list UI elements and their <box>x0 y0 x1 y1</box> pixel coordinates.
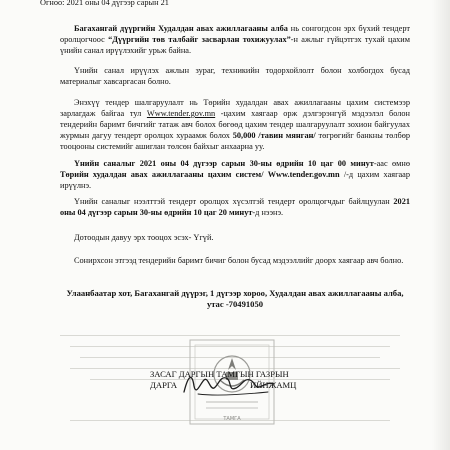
opening-time: 2021 оны 04 дүгээр сарын 30-ны өдрийн 10 цаг 20 минут <box>60 197 410 217</box>
signature-name: ИЙНЖАМЦ <box>250 380 297 390</box>
address-block: Улаанбаатар хот, Багахангай дүүрэг, 1 дүгээр хороо, Худалдан авах ажиллагааны алба, утас -70491050 <box>66 288 404 309</box>
text: /-д цахим хаягаар ирүүлнэ. <box>60 170 410 190</box>
paragraph-opening <box>60 196 410 218</box>
paragraph-deadline <box>60 158 410 191</box>
text: нь сонгогдсон эрх бүхий тендерт оролцогчоос <box>60 24 410 44</box>
deadline: Үнийн саналыг 2021 оны 04 дүгээр сарын 30-ны өдрийн 10 цаг 00 минут <box>74 159 374 168</box>
paragraph-attachments: Үнийн санал ирүүлэх ажлын зураг, техникийн тодорхойлолт болон холбогдох бусад материалыг хавсаргасан болно. <box>60 66 410 86</box>
project-name: “Дүүргийн төв талбайг засварлан тохижуулах” <box>108 35 291 44</box>
text: -аас өмнө <box>373 159 411 168</box>
tender-link[interactable]: Www.tender.gov.mn <box>146 109 216 118</box>
text: -д нээнэ. <box>252 208 284 217</box>
paragraph-preference: Дотоодын давуу эрх тооцох эсэх- Үгүй. <box>74 233 214 242</box>
paragraph-system <box>60 97 410 152</box>
org-name: Багахангай дүүргийн Худалдан авах ажиллагааны алба <box>74 24 288 33</box>
date-line: Огноо: 2021 оны 04 дүгээр сарын 21 <box>40 0 169 7</box>
paragraph-invitation <box>60 23 410 56</box>
fee-amount: 50,000 /тавин мянган/ <box>232 131 316 140</box>
paragraph-contact: Сонирхсон этгээд тендерийн баримт бичиг болон бусад мэдээллийг доорх хаягаар авч болно. <box>74 256 404 265</box>
system-name: Төрийн худалдан авах ажиллагааны цахим систем/ Www.tender.gov.mn <box>60 170 340 179</box>
text: -н ажлыг гүйцэтгэх тухай цахим үнийн санал ирүүлэхийг урьж байна. <box>60 35 410 55</box>
signature-title-line1: ЗАСАГ ДАРГЫН ТАМГЫН ГАЗРЫН <box>150 369 289 379</box>
text: Үнийн саналыг нээлттэй тендерт оролцох хүсэлтэй тендерт оролцогчдыг байлцуулан <box>74 197 394 206</box>
signature-title-left: ДАРГА <box>150 380 178 390</box>
text: Энэхүү тендер шалгаруулалт нь Төрийн худалдан авах ажиллагааны цахим системээр зарлагдаж байгаа тул <box>60 98 410 118</box>
page-edge-shadow <box>432 0 450 450</box>
text: -цахим хаягаар орж дэлгэрэнгүй мэдээлэл болон тендерийн баримт бичгийг татаж авч болох бөгөөд цахим тендер шалгаруулалт зохион байгуулах журмын дагуу тендерт оролцох хураамж болох <box>60 109 410 140</box>
handwritten-signature-icon <box>178 366 278 400</box>
text: төгрөгийг банкны төлбөр тооцооны системийг ашиглан төлсөн байхыг анхаарна уу. <box>60 131 410 151</box>
seal-label: ТАМГА <box>223 416 241 422</box>
